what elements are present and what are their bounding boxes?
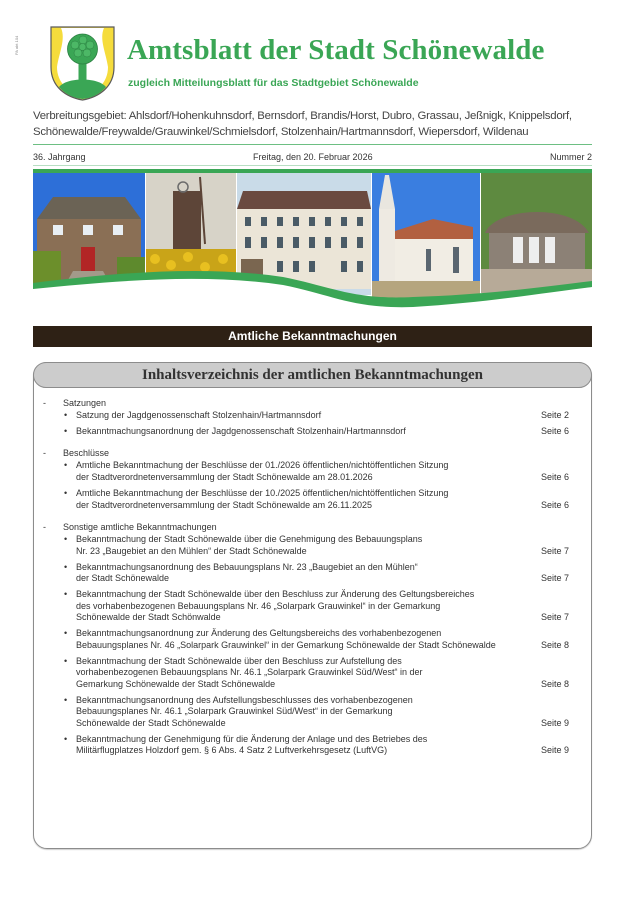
toc-entry-text: Bekanntmachungsanordnung des Aufstellungsbeschlusses des vorhabenbezogenen <box>76 694 413 705</box>
toc-entry[interactable] <box>34 410 593 422</box>
toc-entry-text: Bekanntmachung der Stadt Schönewalde über den Beschluss zur Aufstellung des <box>76 655 402 666</box>
toc-entry-text: Bebauungsplanes Nr. 46.1 „Solarpark Grauwinkel Süd/West“ in der Gemarkung <box>76 706 393 717</box>
toc-page-ref: Seite 8 <box>540 639 569 650</box>
toc-entry[interactable] <box>34 534 593 557</box>
bullet-icon: • <box>64 589 68 600</box>
coat-of-arms-tree-icon <box>49 25 116 101</box>
toc-entry-text: des vorhabenbezogenen Bebauungsplans Nr. 46 „Solarpark Grauwinkel“ in der Gemarkung <box>76 600 441 611</box>
toc-entry-text: Bebauungsplanes Nr. 46 „Solarpark Grauwinkel“ in der Gemarkung Schönewalde der Stadt Schönewalde <box>76 639 496 650</box>
toc-page-ref: Seite 6 <box>540 425 569 436</box>
toc-entry-text: Militärflugplatzes Holzdorf gem. § 6 Abs. 4 Satz 2 Luftverkehrsgesetz (LuftVG) <box>76 745 388 756</box>
distribution-area <box>33 108 593 140</box>
toc-entry-text: der Stadt Schönewalde <box>76 573 170 584</box>
toc-entry-text: Bekanntmachungsanordnung der Jagdgenossenschaft Stolzenhain/Hartmannsdorf <box>76 425 406 436</box>
toc-entry[interactable] <box>34 695 593 730</box>
toc-page-ref: Seite 6 <box>540 472 569 483</box>
toc-entry-text: Amtliche Bekanntmachung der Beschlüsse der 10./2025 öffentlichen/nichtöffentlichen Sitzung <box>76 487 449 498</box>
distribution-line: Schönewalde/Freywalde/Grauwinkel/Schmielsdorf, Stolzenhain/Hartmannsdorf, Wiepersdorf, Wildenau <box>33 126 529 138</box>
toc-entry[interactable] <box>34 628 593 651</box>
toc-section-beschluesse <box>34 446 593 511</box>
bullet-icon: • <box>64 561 68 572</box>
toc-entry-text: Nr. 23 „Baugebiet an den Mühlen“ der Stadt Schönewalde <box>76 545 307 556</box>
dash-marker: - <box>43 448 46 459</box>
issue-date: Freitag, den 20. Februar 2026 <box>253 152 373 162</box>
toc-entry-text: vorhabenbezogenen Bebauungsplans Nr. 46.1 „Solarpark Grauwinkel Süd/West“ in der <box>76 667 423 678</box>
toc-page-ref: Seite 7 <box>540 573 569 584</box>
toc-entry[interactable] <box>34 562 593 585</box>
bullet-icon: • <box>64 425 68 436</box>
bullet-icon: • <box>64 534 68 545</box>
masthead-subtitle: zugleich Mitteilungsblatt für das Stadtgebiet Schönewalde <box>128 77 419 89</box>
toc-entry-text: Gemarkung Schönewalde der Stadt Schönewalde <box>76 678 276 689</box>
toc-page-ref: Seite 8 <box>540 678 569 689</box>
toc-page-ref: Seite 7 <box>540 612 569 623</box>
bullet-icon: • <box>64 655 68 666</box>
toc-entry-text: Schönewalde der Stadt Schönwalde <box>76 612 221 623</box>
toc-page-ref: Seite 2 <box>540 410 569 420</box>
brick-house-photo <box>33 173 145 289</box>
toc-entry-text: der Stadtverordnetenversammlung der Stadt Schönewalde am 28.01.2026 <box>76 472 373 483</box>
bullet-icon: • <box>64 694 68 705</box>
bullet-icon: • <box>64 487 68 498</box>
photo-strip <box>33 169 592 309</box>
toc-entry-text: Bekanntmachungsanordnung zur Änderung des Geltungsbereichs des vorhabenbezogenen <box>76 628 442 639</box>
dash-marker: - <box>43 398 46 408</box>
toc-entry-text: Satzung der Jagdgenossenschaft Stolzenhain/Hartmannsdorf <box>76 410 322 420</box>
toc-entry-text: Amtliche Bekanntmachung der Beschlüsse der 01./2026 öffentlichen/nichtöffentlichen Sitzung <box>76 460 449 471</box>
section-banner: Amtliche Bekanntmachungen <box>33 326 592 347</box>
toc-entry-text: der Stadtverordnetenversammlung der Stadt Schönewalde am 26.11.2025 <box>76 499 373 510</box>
issue-info-bar <box>33 144 592 166</box>
toc-section-sonstige <box>34 520 593 757</box>
toc-page-ref: Seite 9 <box>540 745 569 756</box>
bullet-icon: • <box>64 410 68 420</box>
church-photo <box>372 173 480 299</box>
pavilion-photo <box>481 173 592 293</box>
table-of-contents <box>33 362 592 849</box>
toc-page-ref: Seite 9 <box>540 718 569 729</box>
toc-section-title: Sonstige amtliche Bekanntmachungen <box>63 522 217 533</box>
dash-marker: - <box>43 522 46 533</box>
masthead-title: Amtsblatt der Stadt Schönewalde <box>127 34 545 66</box>
bullet-icon: • <box>64 733 68 744</box>
toc-content <box>34 396 593 766</box>
toc-entry[interactable] <box>34 656 593 691</box>
toc-entry[interactable] <box>34 589 593 624</box>
toc-section-title: Beschlüsse <box>63 448 110 459</box>
distribution-line: Verbreitungsgebiet: Ahlsdorf/Hohenkuhnsdorf, Bernsdorf, Brandis/Horst, Dubro, Grassau, Jeßnigk, Knippelsdorf, <box>33 110 572 122</box>
issue-number: Nummer 2 <box>549 152 592 162</box>
toc-entry-text: Bekanntmachung der Genehmigung für die Änderung der Anlage und des Betriebes des <box>76 733 428 744</box>
toc-page-ref: Seite 7 <box>540 545 569 556</box>
toc-page-ref: Seite 6 <box>540 499 569 510</box>
bullet-icon: • <box>64 460 68 471</box>
toc-entry-text: Schönewalde der Stadt Schönewalde <box>76 718 226 729</box>
toc-entry-text: Bekanntmachung der Stadt Schönewalde über die Genehmigung des Bebauungsplans <box>76 534 423 545</box>
toc-entry[interactable] <box>34 426 593 438</box>
toc-entry[interactable] <box>34 460 593 483</box>
volume-label: 36. Jahrgang <box>33 152 86 162</box>
bullet-icon: • <box>64 628 68 639</box>
side-code: PA abt 104 <box>14 35 19 55</box>
toc-title: Inhaltsverzeichnis der amtlichen Bekanntmachungen <box>33 362 592 388</box>
toc-entry-text: Bekanntmachungsanordnung des Bebauungsplans Nr. 23 „Baugebiet an den Mühlen“ <box>76 561 418 572</box>
toc-entry[interactable] <box>34 488 593 511</box>
toc-section-satzungen <box>34 396 593 437</box>
toc-entry-text: Bekanntmachung der Stadt Schönewalde über den Beschluss zur Änderung des Geltungsbereiches <box>76 589 475 600</box>
toc-section-title: Satzungen <box>63 398 107 408</box>
toc-entry[interactable] <box>34 734 593 757</box>
